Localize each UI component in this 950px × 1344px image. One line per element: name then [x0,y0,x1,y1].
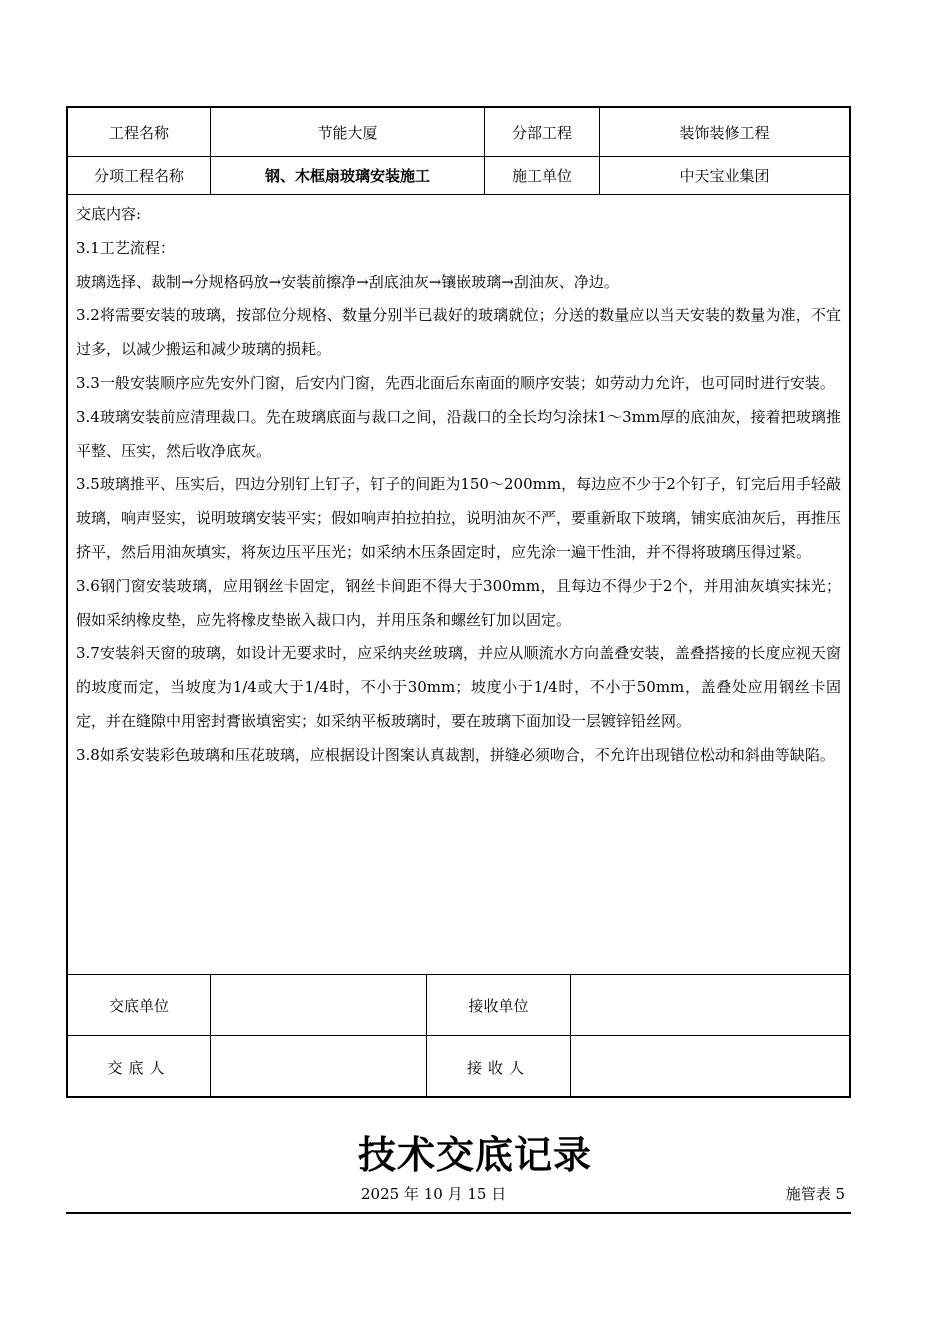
content-paragraph: 3.1工艺流程： [76,238,175,257]
header-row-2 [68,157,849,195]
content-paragraph: 玻璃选择、裁制→分规格码放→安装前擦净→刮底油灰→镶嵌玻璃→刮油灰、净边。 [76,272,619,291]
disclosure-content [68,195,849,975]
content-paragraph: 3.8如系安装彩色玻璃和压花玻璃，应根据设计图案认真裁割，拼缝必须吻合，不允许出现错位松动和斜曲等缺陷。 [76,745,835,764]
issuer-person-field[interactable] [211,1036,427,1098]
receiver-unit-field[interactable] [571,975,849,1035]
division-value: 装饰装修工程 [679,123,770,142]
subitem-label: 分项工程名称 [68,157,211,194]
receiver-person-field[interactable] [571,1036,849,1098]
content-paragraph: 3.6钢门窗安装玻璃，应用钢丝卡固定，钢丝卡间距不得大于300mm，且每边不得少于2个，并用油灰填实抹光；假如采纳橡皮垫，应先将橡皮垫嵌入裁口内，并用压条和螺丝钉加以固定。 [76,576,841,629]
content-paragraph: 3.4玻璃安装前应清理裁口。先在玻璃底面与裁口之间，沿裁口的全长均匀涂抹1～3mm厚的底油灰，接着把玻璃推平整、压实，然后收净底灰。 [76,407,841,460]
project-name-value: 节能大厦 [211,108,485,156]
contractor-value: 中天宝业集团 [679,167,770,185]
footer-rule [66,1212,851,1214]
contractor-label: 施工单位 [485,157,600,194]
header-row-1 [68,108,849,157]
project-name-label: 工程名称 [68,108,211,156]
receiver-unit-label: 接收单位 [427,975,571,1035]
content-paragraph: 3.3一般安装顺序应先安外门窗，后安内门窗，先西北面后东南面的顺序安装；如劳动力允许，也可同时进行安装。 [76,373,835,392]
document-date: 2025 年 10 月 15 日 [361,1185,507,1203]
issuer-person-label: 交底人 [68,1036,211,1098]
content-heading: 交底内容: [76,205,142,223]
receiver-person-label: 接收人 [427,1036,571,1098]
subitem-value: 钢、木框扇玻璃安装施工 [211,157,485,194]
division-label: 分部工程 [485,108,600,156]
document-title: 技术交底记录 [357,1133,592,1177]
issuer-unit-field[interactable] [211,975,427,1035]
signature-row-persons [68,1036,849,1098]
form-number: 施管表 5 [785,1185,845,1203]
signature-row-units [68,975,849,1036]
content-paragraph: 3.2将需要安装的玻璃，按部位分规格、数量分别半已裁好的玻璃就位；分送的数量应以当天安装的数量为准，不宜过多，以减少搬运和减少玻璃的损耗。 [76,306,841,359]
content-paragraph: 3.5玻璃推平、压实后，四边分别钉上钉子，钉子的间距为150～200mm，每边应不少于2个钉子，钉完后用手轻敲玻璃，响声竖实，说明玻璃安装平实；假如响声拍拉拍拉，说明油灰不严，要重新取下玻璃，铺实底油灰后，再推压挤平，然后用油灰填实，将灰边压平压光；如采纳木压条固定时，应先涂一遍干性油，并不得将玻璃压得过紧。 [76,475,842,561]
disclosure-table [66,106,851,1098]
content-paragraph: 3.7安装斜天窗的玻璃，如设计无要求时，应采纳夹丝玻璃，并应从顺流水方向盖叠安装，盖叠搭接的长度应视天窗的坡度而定，当坡度为1/4或大于1/4时，不小于30mm；坡度小于1/4时，不小于50mm，盖叠处应用钢丝卡固定，并在缝隙中用密封膏嵌填密实；如采纳平板玻璃时，要在玻璃下面加设一层镀锌铅丝网。 [76,644,841,730]
issuer-unit-label: 交底单位 [68,975,211,1035]
